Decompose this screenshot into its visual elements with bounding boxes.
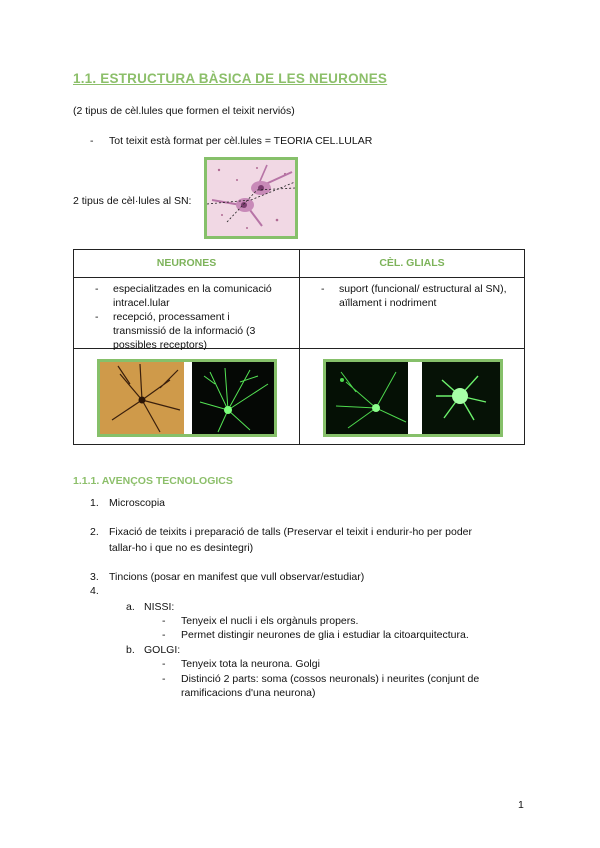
neurones-item-1-line-2: intracel.lular bbox=[113, 297, 170, 309]
list-item-1-number: 1. bbox=[90, 497, 99, 509]
neuron-micrograph-svg bbox=[207, 160, 295, 236]
glials-item-1-line-2: aïllament i nodriment bbox=[339, 297, 437, 309]
neurones-cell: - especialitzades en la comunicació intracel.lular - recepció, processament i transmissió de la informació (3 possibles receptors) bbox=[74, 278, 300, 349]
figure-label: 2 tipus de cèl·lules al SN: bbox=[73, 195, 192, 207]
list-item-4-number: 4. bbox=[90, 585, 99, 597]
neurones-item-2-line-3: possibles receptors) bbox=[113, 339, 207, 351]
list-item-2-text-line-2: tallar-ho i que no es desintegri) bbox=[109, 542, 254, 554]
list-item-3-number: 3. bbox=[90, 571, 99, 583]
intro-text: (2 tipus de cèl.lules que formen el teixit nerviós) bbox=[73, 105, 295, 117]
neuron-stain-images bbox=[97, 359, 277, 437]
glials-cell: - suport (funcional/ estructural al SN), aïllament i nodriment bbox=[300, 278, 525, 349]
neurones-item-1-line-1: especialitzades en la comunicació bbox=[113, 283, 272, 295]
page-number: 1 bbox=[518, 799, 524, 811]
golgi-point-2-line-1: Distinció 2 parts: soma (cossos neuronals) i neurites (conjunt de bbox=[181, 673, 480, 685]
nissi-point-1: Tenyeix el nucli i els orgànuls propers. bbox=[181, 615, 359, 627]
subsection-title: 1.1.1. AVENÇOS TECNOLOGICS bbox=[73, 475, 233, 487]
sub-item-a-name: NISSI: bbox=[144, 601, 175, 613]
list-item-2-text-line-1: Fixació de teixits i preparació de talls (Preservar el teixit i endurir-ho per poder bbox=[109, 526, 472, 538]
page-title: 1.1. ESTRUCTURA BÀSICA DE LES NEURONES bbox=[73, 71, 388, 86]
glials-image-cell bbox=[300, 349, 525, 445]
glial-stain-images bbox=[323, 359, 503, 437]
bullet-dash: - bbox=[90, 135, 94, 147]
neuron-micrograph-image bbox=[204, 157, 298, 239]
table-header-glials: CÈL. GLIALS bbox=[300, 250, 525, 278]
sub-item-b-letter: b. bbox=[126, 644, 135, 656]
glials-item-1-line-1: suport (funcional/ estructural al SN), bbox=[339, 283, 507, 295]
neurones-image-cell bbox=[74, 349, 300, 445]
cell-types-table bbox=[73, 249, 525, 445]
golgi-point-2-line-2: ramificacions d'una neurona) bbox=[181, 687, 316, 699]
cell-theory-text: Tot teixit està format per cèl.lules = TEORIA CEL.LULAR bbox=[109, 135, 373, 147]
sub-item-b-name: GOLGI: bbox=[144, 644, 181, 656]
table-header-neurones: NEURONES bbox=[74, 250, 300, 278]
neurones-item-2-line-2: transmissió de la informació (3 bbox=[113, 325, 256, 337]
list-item-2-number: 2. bbox=[90, 526, 99, 538]
list-item-3-text: Tincions (posar en manifest que vull observar/estudiar) bbox=[109, 571, 365, 583]
glial-stain-svg bbox=[326, 362, 500, 434]
golgi-point-1: Tenyeix tota la neurona. Golgi bbox=[181, 658, 320, 670]
list-item-1-text: Microscopia bbox=[109, 497, 166, 509]
nissi-point-2: Permet distingir neurones de glia i estudiar la citoarquitectura. bbox=[181, 629, 469, 641]
sub-item-a-letter: a. bbox=[126, 601, 135, 613]
neurones-item-2-line-1: recepció, processament i bbox=[113, 311, 230, 323]
neuron-stain-svg bbox=[100, 362, 274, 434]
